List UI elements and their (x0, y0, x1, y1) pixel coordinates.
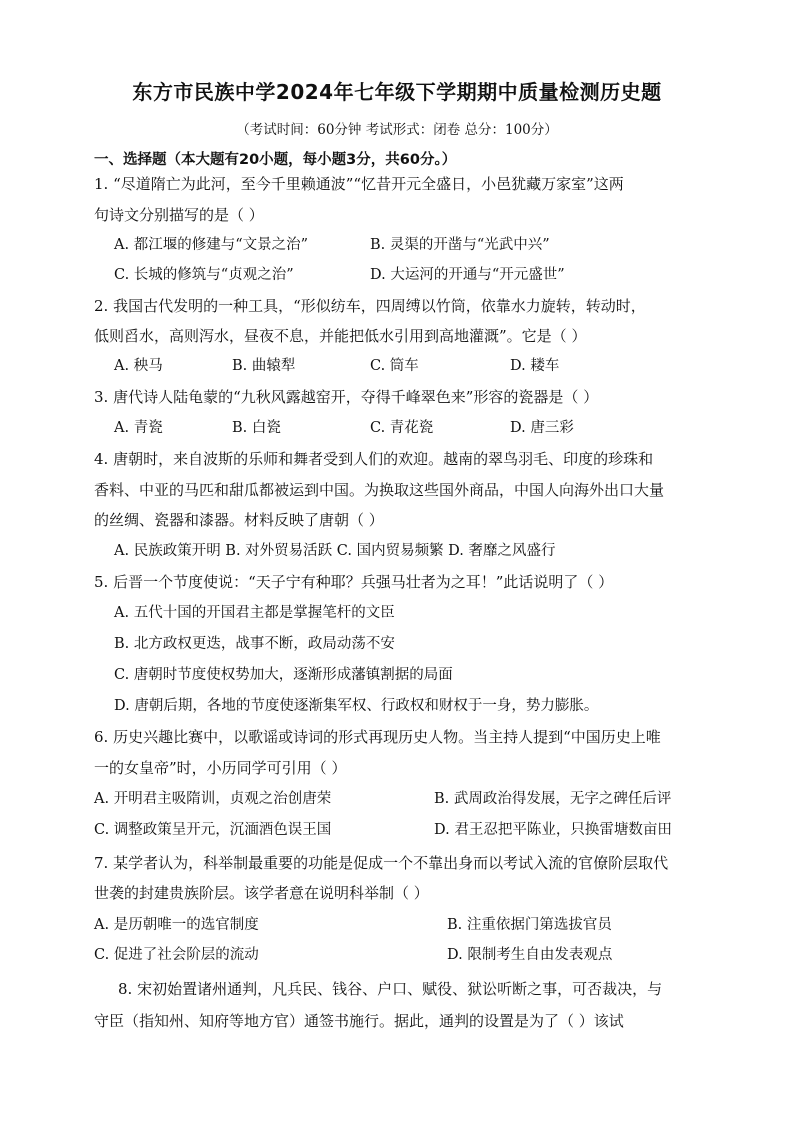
question-2-option-b: B. 曲辕犁 (232, 358, 296, 374)
question-1-stem-line-2: 句诗文分别描写的是（ ） (94, 206, 264, 224)
exam-subtitle: （考试时间：60分钟 考试形式：闭卷 总分：100分） (236, 122, 558, 138)
question-7-stem-line-1: 7. 某学者认为，科举制最重要的功能是促成一个不靠出身而以考试入流的官僚阶层取代 (94, 854, 669, 872)
question-1-option-d: D. 大运河的开通与“开元盛世” (370, 267, 565, 283)
question-5-option-a: A. 五代十国的开国君主都是掌握笔杆的文臣 (114, 605, 395, 621)
question-3-option-d: D. 唐三彩 (510, 420, 574, 436)
question-3-option-b: B. 白瓷 (232, 420, 281, 436)
question-6-option-b: B. 武周政治得发展，无字之碑任后评 (434, 791, 672, 807)
question-8-stem-line-1: 8. 宋初始置诸州通判，凡兵民、钱谷、户口、赋役、狱讼听断之事，可否裁决，与 (118, 980, 663, 998)
question-6-stem-line-1: 6. 历史兴趣比赛中，以歌谣或诗词的形式再现历史人物。当主持人提到“中国历史上唯 (94, 728, 661, 746)
question-5-option-b: B. 北方政权更迭，战事不断，政局动荡不安 (114, 636, 395, 652)
exam-title: 东方市民族中学2024年七年级下学期期中质量检测历史题 (132, 80, 662, 104)
question-1-option-c: C. 长城的修筑与“贞观之治” (114, 267, 294, 283)
question-4-stem-line-1: 4. 唐朝时，来自波斯的乐师和舞者受到人们的欢迎。越南的翠鸟羽毛、印度的珍珠和 (94, 450, 654, 468)
question-3-stem: 3. 唐代诗人陆龟蒙的“九秋风露越窑开，夺得千峰翠色来”形容的瓷器是（ ） (94, 388, 599, 406)
question-5-option-d: D. 唐朝后期，各地的节度使逐渐集军权、行政权和财权于一身，势力膨胀。 (114, 698, 599, 714)
question-5-stem: 5. 后晋一个节度使说：“天子宁有种耶？兵强马壮者为之耳！”此话说明了（ ） (94, 573, 614, 591)
question-4-options: A. 民族政策开明 B. 对外贸易活跃 C. 国内贸易频繁 D. 奢靡之风盛行 (114, 543, 556, 559)
question-3-option-c: C. 青花瓷 (370, 420, 434, 436)
question-7-option-b: B. 注重依据门第选拔官员 (447, 917, 612, 933)
question-1-stem-line-1: 1. “尽道隋亡为此河，至今千里赖通波”“忆昔开元全盛日，小邑犹藏万家室”这两 (94, 175, 624, 193)
question-2-option-c: C. 筒车 (370, 358, 419, 374)
question-2-option-a: A. 秧马 (114, 358, 163, 374)
question-2-option-d: D. 耧车 (510, 358, 560, 374)
question-6-option-c: C. 调整政策呈开元，沉湎酒色误王国 (94, 822, 332, 838)
question-8-stem-line-2: 守臣（指知州、知府等地方官）通签书施行。据此，通判的设置是为了（ ）该试 (94, 1012, 624, 1030)
question-6-option-a: A. 开明君主吸隋训，贞观之治创唐荣 (94, 791, 332, 807)
question-6-option-d: D. 君王忍把平陈业，只换雷塘数亩田 (434, 822, 672, 838)
question-2-stem-line-1: 2. 我国古代发明的一种工具，“形似纺车，四周缚以竹筒，依靠水力旋转，转动时， (94, 297, 646, 315)
question-7-stem-line-2: 世袭的封建贵族阶层。该学者意在说明科举制（ ） (94, 884, 429, 902)
question-7-option-d: D. 限制考生自由发表观点 (447, 947, 613, 963)
section-heading: 一、选择题（本大题有20小题，每小题3分，共60分。） (94, 152, 457, 168)
question-4-stem-line-3: 的丝绸、瓷器和漆器。材料反映了唐朝（ ） (94, 511, 384, 529)
question-6-stem-line-2: 一的女皇帝”时，小历同学可引用（ ） (94, 759, 347, 777)
question-2-stem-line-2: 低则舀水，高则泻水，昼夜不息，并能把低水引用到高地灌溉”。它是（ ） (94, 327, 587, 345)
question-7-option-c: C. 促进了社会阶层的流动 (94, 947, 259, 963)
question-7-option-a: A. 是历朝唯一的选官制度 (94, 917, 259, 933)
question-1-option-a: A. 都江堰的修建与“文景之治” (114, 237, 309, 253)
question-5-option-c: C. 唐朝时节度使权势加大，逐渐形成藩镇割据的局面 (114, 667, 453, 683)
question-1-option-b: B. 灵渠的开凿与“光武中兴” (370, 237, 550, 253)
question-4-stem-line-2: 香料、中亚的马匹和甜瓜都被运到中国。为换取这些国外商品，中国人向海外出口大量 (94, 481, 665, 499)
question-3-option-a: A. 青瓷 (114, 420, 163, 436)
